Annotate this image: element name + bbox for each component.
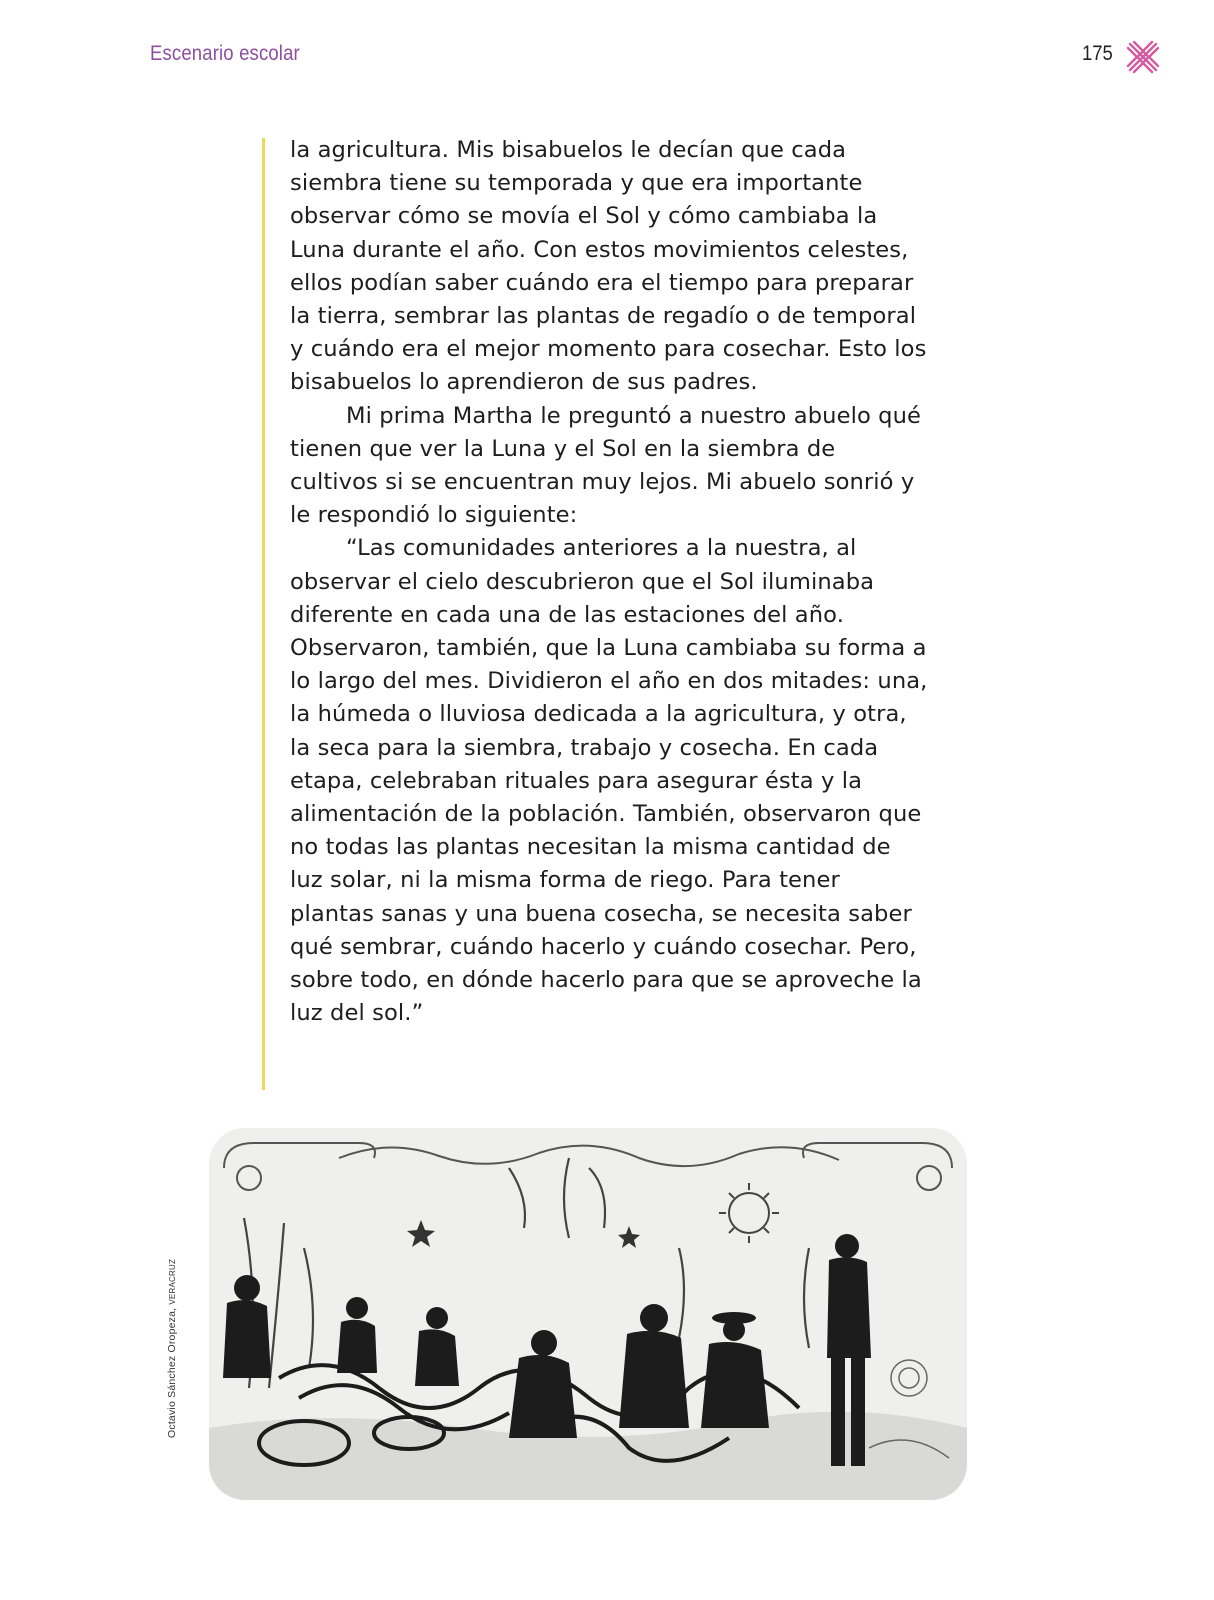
x-knot-icon <box>1124 38 1162 76</box>
farming-illustration <box>209 1128 967 1500</box>
story-text <box>290 134 930 1030</box>
paragraph-2: Mi prima Martha le preguntó a nuestro abuelo qué tienen que ver la Luna y el Sol en la siembra de cultivos si se encuentran muy lejos. Mi abuelo sonrió y le respondió lo siguiente: <box>290 402 922 529</box>
credit-place: VERACRUZ <box>168 1258 177 1305</box>
paragraph-1: la agricultura. Mis bisabuelos le decían que cada siembra tiene su temporada y que era importante observar cómo se movía el Sol y cómo cambiaba la Luna durante el año. Con estos movimientos celestes, ellos podían saber cuándo era el tiempo para preparar la tierra, sembrar las plantas de regadío o de temporal y cuándo era el mejor momento para cosechar. Esto los bisabuelos lo aprendieron de sus padres. <box>290 137 927 396</box>
paragraph-3: “Las comunidades anteriores a la nuestra, al observar el cielo descubrieron que el Sol iluminaba diferente en cada una de las estaciones del año. Observaron, también, que la Luna cambiaba su forma a lo largo del mes. Dividieron el año en dos mitades: una, la húmeda o lluviosa dedicada a la agricultura, y otra, la seca para la siembra, trabajo y cosecha. En cada etapa, celebraban rituales para asegurar ésta y la alimentación de la población. También, observaron que no todas las plantas necesitan la misma cantidad de luz solar, ni la misma forma de riego. Para tener plantas sanas y una buena cosecha, se necesita saber qué sembrar, cuándo hacerlo y cuándo cosechar. Pero, sobre todo, en dónde hacerlo para que se aproveche la luz del sol.” <box>290 535 928 1027</box>
quote-rule <box>262 138 265 1090</box>
section-title: Escenario escolar <box>150 42 300 65</box>
credit-author: Octavio Sánchez Oropeza, <box>166 1307 178 1438</box>
illustration-credit <box>166 1259 178 1438</box>
page-number: 175 <box>1082 42 1113 65</box>
